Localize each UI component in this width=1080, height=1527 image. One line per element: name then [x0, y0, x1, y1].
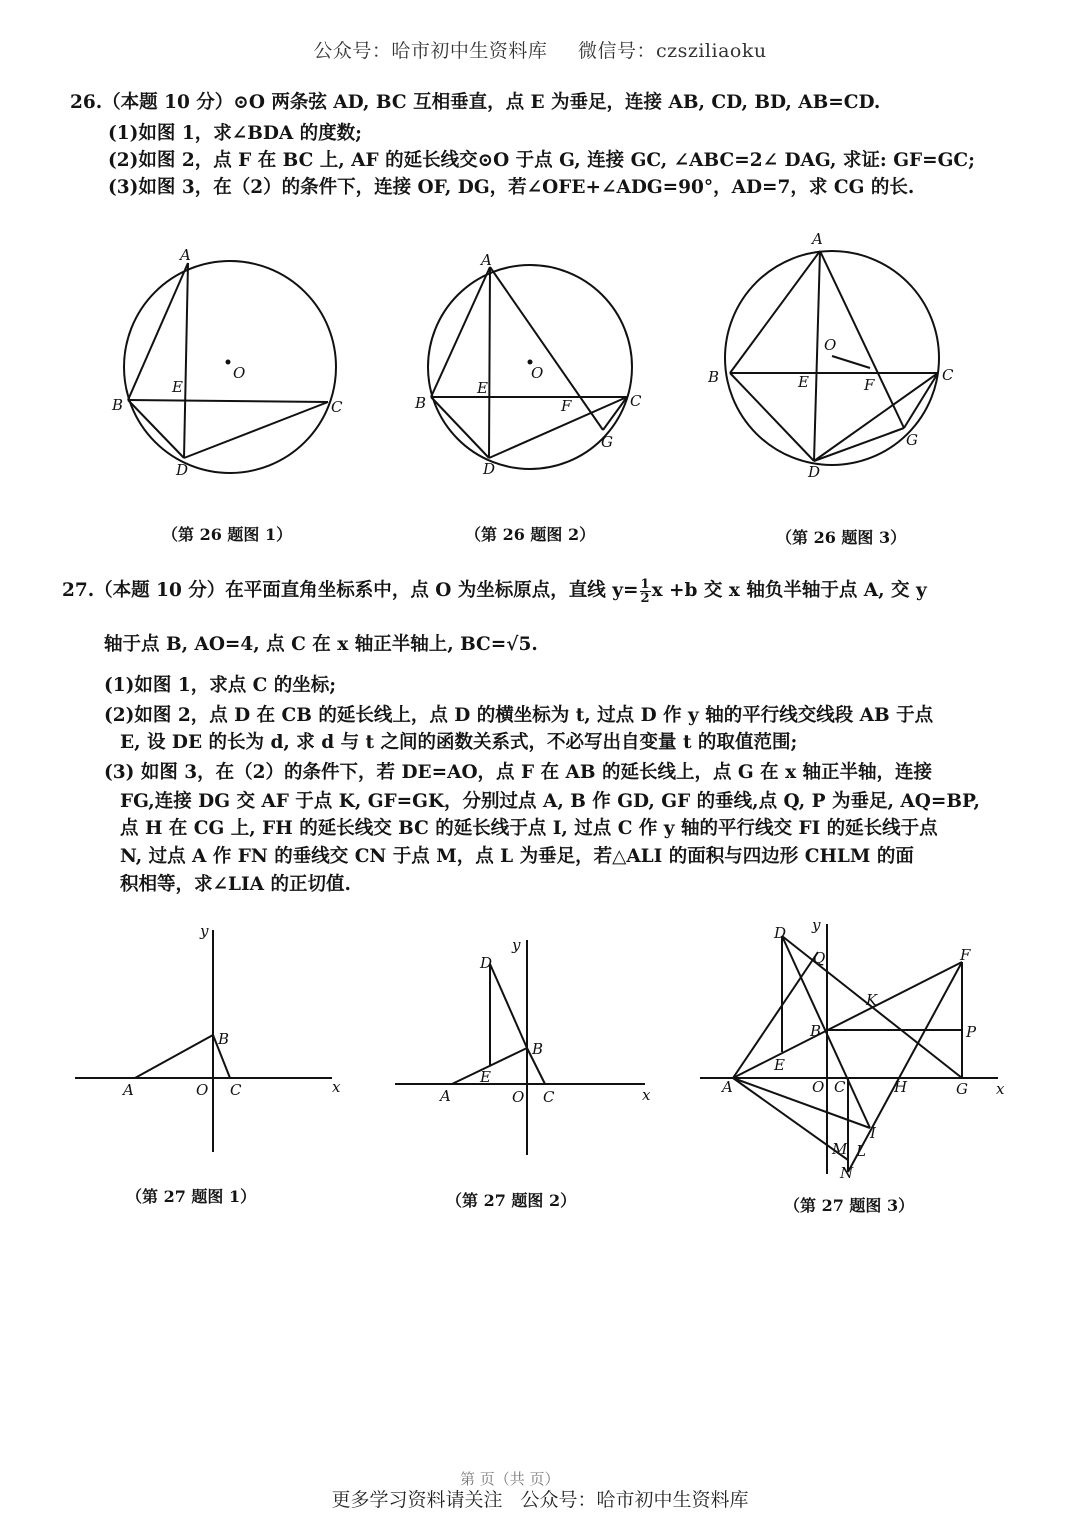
q27-title-a: 27.（本题 10 分）在平面直角坐标系中，点 O 为坐标原点，直线 y= [62, 580, 639, 601]
q27-part3c: 点 H 在 CG 上, FH 的延长线交 BC 的延长线于点 I, 过点 C 作 y 轴的平行线交 FI 的延长线于点 [120, 818, 938, 839]
svg-text:B: B [112, 396, 124, 414]
svg-text:K: K [866, 991, 878, 1009]
q26-part1: (1)如图 1，求∠BDA 的度数; [108, 123, 362, 144]
svg-text:A: A [440, 1087, 451, 1105]
svg-text:D: D [176, 461, 189, 479]
svg-text:G: G [601, 433, 613, 451]
svg-text:x: x [996, 1080, 1005, 1098]
q27-part3a: (3) 如图 3，在（2）的条件下，若 DE=AO，点 F 在 AB 的延长线上，点 G 在 x 轴正半轴，连接 [104, 762, 933, 783]
svg-text:C: C [942, 366, 954, 384]
svg-text:O: O [196, 1081, 209, 1099]
q26-figure-2 [405, 245, 665, 485]
svg-text:B: B [218, 1030, 230, 1048]
page-number: 第 页（共 页） [460, 1470, 560, 1488]
svg-text:B: B [415, 394, 427, 412]
svg-text:D: D [483, 460, 496, 478]
q27-fraction-num: 1 [640, 576, 650, 592]
q27-part3d: N, 过点 A 作 FN 的垂线交 CN 于点 M，点 L 为垂足，若△ALI 的面积与四边形 CHLM 的面 [120, 846, 914, 867]
q27-title [62, 576, 927, 606]
q27-caption-2: （第 27 题图 2） [446, 1191, 577, 1210]
svg-text:O: O [812, 1078, 825, 1096]
svg-text:M: M [832, 1140, 848, 1158]
svg-text:A: A [123, 1081, 134, 1099]
svg-text:E: E [774, 1056, 785, 1074]
q27-figure-2 [390, 930, 670, 1165]
svg-text:D: D [808, 463, 821, 480]
q26-title: 26.（本题 10 分）⊙O 两条弦 AD, BC 互相垂直，点 E 为垂足，连接 AB, CD, BD, AB=CD. [70, 92, 881, 113]
svg-text:A: A [180, 246, 191, 264]
svg-text:B: B [810, 1022, 822, 1040]
svg-text:C: C [331, 398, 343, 416]
svg-text:y: y [812, 916, 821, 934]
q26-figure-1 [100, 240, 360, 485]
q26-caption-1: （第 26 题图 1） [162, 525, 293, 544]
svg-text:F: F [561, 397, 572, 415]
svg-text:G: G [956, 1080, 968, 1098]
svg-text:H: H [894, 1078, 908, 1096]
q26-caption-2: （第 26 题图 2） [465, 525, 596, 544]
svg-text:E: E [172, 378, 183, 396]
svg-text:E: E [798, 373, 809, 391]
q27-fraction [640, 578, 651, 605]
header-account: 公众号：哈市初中生资料库 [313, 40, 548, 62]
svg-text:Q: Q [813, 949, 826, 967]
q27-fraction-den: 2 [640, 590, 650, 606]
q27-part2a: (2)如图 2，点 D 在 CB 的延长线上，点 D 的横坐标为 t, 过点 D 作 y 轴的平行线交线段 AB 于点 [104, 705, 934, 726]
svg-text:L: L [856, 1142, 866, 1160]
svg-text:y: y [200, 922, 209, 940]
footer-account: 公众号：哈市初中生资料库 [520, 1489, 749, 1511]
footer-prompt: 更多学习资料请关注 [331, 1489, 503, 1511]
svg-text:F: F [864, 376, 875, 394]
svg-text:C: C [230, 1081, 242, 1099]
q27-caption-3: （第 27 题图 3） [784, 1196, 915, 1215]
svg-text:x: x [642, 1086, 651, 1104]
svg-text:O: O [512, 1088, 525, 1106]
q27-part1: (1)如图 1，求点 C 的坐标; [104, 675, 337, 696]
page-header [0, 36, 1080, 63]
q27-part3e: 积相等，求∠LIA 的正切值. [120, 874, 351, 895]
svg-text:x: x [332, 1078, 341, 1096]
header-wechat: 微信号：czsziliaoku [577, 40, 767, 62]
svg-text:E: E [477, 379, 488, 397]
svg-text:N: N [840, 1164, 854, 1182]
svg-text:A: A [722, 1078, 733, 1096]
svg-text:E: E [480, 1068, 491, 1086]
q27-line2: 轴于点 B, AO=4, 点 C 在 x 轴正半轴上, BC=√5. [104, 634, 538, 655]
svg-text:F: F [960, 946, 971, 964]
svg-text:O: O [824, 336, 837, 354]
q27-figure-3 [698, 912, 1013, 1184]
q26-part2: (2)如图 2，点 F 在 BC 上, AF 的延长线交⊙O 于点 G, 连接 GC, ∠ABC=2∠ DAG, 求证: GF=GC; [108, 150, 975, 171]
svg-text:A: A [812, 230, 823, 248]
q26-figure-3 [700, 225, 970, 480]
svg-text:C: C [630, 392, 642, 410]
q26-part3: (3)如图 3，在（2）的条件下，连接 OF, DG，若∠OFE+∠ADG=90°，AD=7，求 CG 的长. [108, 177, 915, 198]
svg-text:B: B [708, 368, 720, 386]
svg-text:O: O [531, 364, 544, 382]
svg-text:D: D [774, 924, 787, 942]
svg-text:C: C [834, 1078, 846, 1096]
svg-text:D: D [480, 954, 493, 972]
q27-caption-1: （第 27 题图 1） [126, 1187, 257, 1206]
svg-text:P: P [966, 1023, 977, 1041]
q26-caption-3: （第 26 题图 3） [776, 528, 907, 547]
svg-text:y: y [512, 936, 521, 954]
svg-text:I: I [870, 1124, 876, 1142]
svg-text:A: A [481, 251, 492, 269]
q27-part3b: FG,连接 DG 交 AF 于点 K, GF=GK，分别过点 A, B 作 GD, GF 的垂线,点 Q, P 为垂足, AQ=BP, [120, 791, 980, 812]
q27-figure-1 [70, 920, 350, 1160]
svg-text:O: O [233, 364, 246, 382]
q27-title-b: x +b 交 x 轴负半轴于点 A, 交 y [651, 580, 927, 601]
svg-text:G: G [906, 431, 918, 449]
page-footer [0, 1485, 1080, 1512]
svg-text:C: C [543, 1088, 555, 1106]
q27-part2b: E, 设 DE 的长为 d, 求 d 与 t 之间的函数关系式，不必写出自变量 t 的取值范围; [120, 732, 798, 753]
svg-text:B: B [532, 1040, 544, 1058]
